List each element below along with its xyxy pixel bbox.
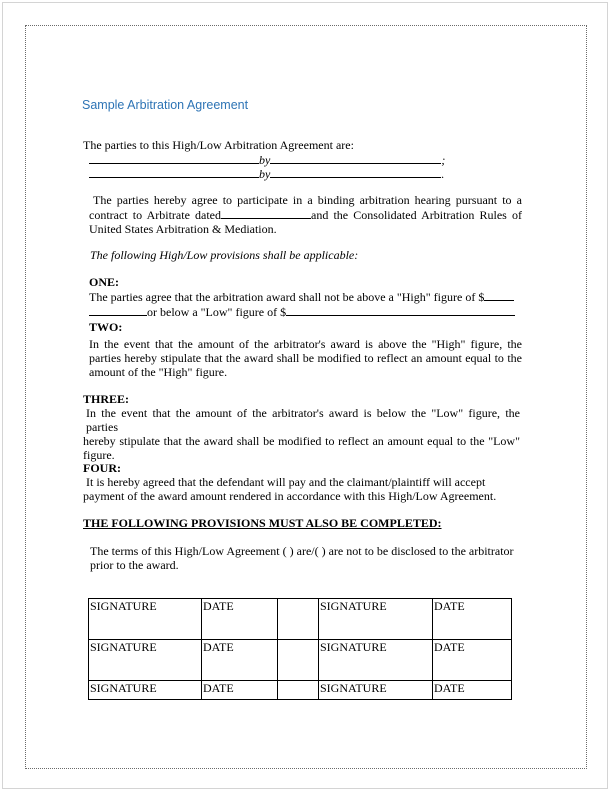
agreement-paragraph: The parties hereby agree to participate in a binding arbitration hearing pursuant to a contract to Arbitrate dated and the Consolidated Arbitration Rules of United States Arbitration & Mediation. — [89, 193, 522, 236]
section-two-heading: TWO: — [89, 320, 123, 334]
date-cell[interactable]: DATE — [433, 599, 512, 640]
signature-cell[interactable]: SIGNATURE — [319, 681, 433, 700]
party-line-2[interactable] — [89, 166, 444, 181]
spacer-cell — [278, 681, 319, 700]
high-figure-field-continued[interactable] — [89, 304, 147, 316]
date-cell[interactable]: DATE — [433, 681, 512, 700]
line-end: ; — [441, 153, 446, 167]
section-four-text: It is hereby agreed that the defendant will pay and the claimant/plaintiff will accept payment of the award amount rendered in accordance with this High/Low Agreement. — [83, 475, 497, 503]
by-label: by — [259, 167, 271, 181]
section-two-text: In the event that the amount of the arbitrator's award is above the "High" figure, the parties hereby stipulate that the award shall be modified to reflect an amount equal to the amount of the "High" figure. — [89, 337, 522, 379]
signature-cell[interactable]: SIGNATURE — [89, 640, 202, 681]
date-cell[interactable]: DATE — [202, 640, 278, 681]
signature-table — [88, 598, 512, 700]
disclosure-text: The terms of this High/Low Agreement ( ) are/( ) are not to be disclosed to the arbitrator prior to the award. — [90, 544, 514, 572]
low-figure-field[interactable] — [286, 304, 515, 316]
following-provisions-heading: THE FOLLOWING PROVISIONS MUST ALSO BE COMPLETED: — [83, 516, 442, 530]
section-three-text: In the event that the amount of the arbitrator's award is below the "Low" figure, the parties hereby stipulate that the award shall be modified to reflect an amount equal to the "Low" figure. — [83, 406, 520, 462]
signature-cell[interactable]: SIGNATURE — [89, 599, 202, 640]
spacer-cell — [278, 599, 319, 640]
date-cell[interactable]: DATE — [433, 640, 512, 681]
signature-cell[interactable]: SIGNATURE — [319, 640, 433, 681]
contract-date-field[interactable] — [221, 207, 311, 219]
by-label: by — [259, 153, 271, 167]
document-title: Sample Arbitration Agreement — [82, 98, 249, 112]
section-one-heading: ONE: — [89, 275, 119, 289]
signature-row — [89, 681, 512, 700]
line-end: . — [441, 167, 445, 181]
section-four-heading: FOUR: — [83, 461, 121, 475]
signature-row — [89, 599, 512, 640]
high-figure-field[interactable] — [484, 289, 514, 301]
spacer-cell — [278, 640, 319, 681]
section-three-heading: THREE: — [83, 392, 130, 406]
parties-intro: The parties to this High/Low Arbitration Agreement are: — [83, 138, 354, 152]
date-cell[interactable]: DATE — [202, 681, 278, 700]
party-line-1[interactable] — [89, 152, 445, 167]
provisions-intro: The following High/Low provisions shall be applicable: — [90, 248, 359, 262]
signature-row — [89, 640, 512, 681]
signature-cell[interactable]: SIGNATURE — [89, 681, 202, 700]
date-cell[interactable]: DATE — [202, 599, 278, 640]
section-one-text: The parties agree that the arbitration award shall not be above a "High" figure of $ or below a "Low" figure of $ — [89, 289, 515, 319]
signature-cell[interactable]: SIGNATURE — [319, 599, 433, 640]
